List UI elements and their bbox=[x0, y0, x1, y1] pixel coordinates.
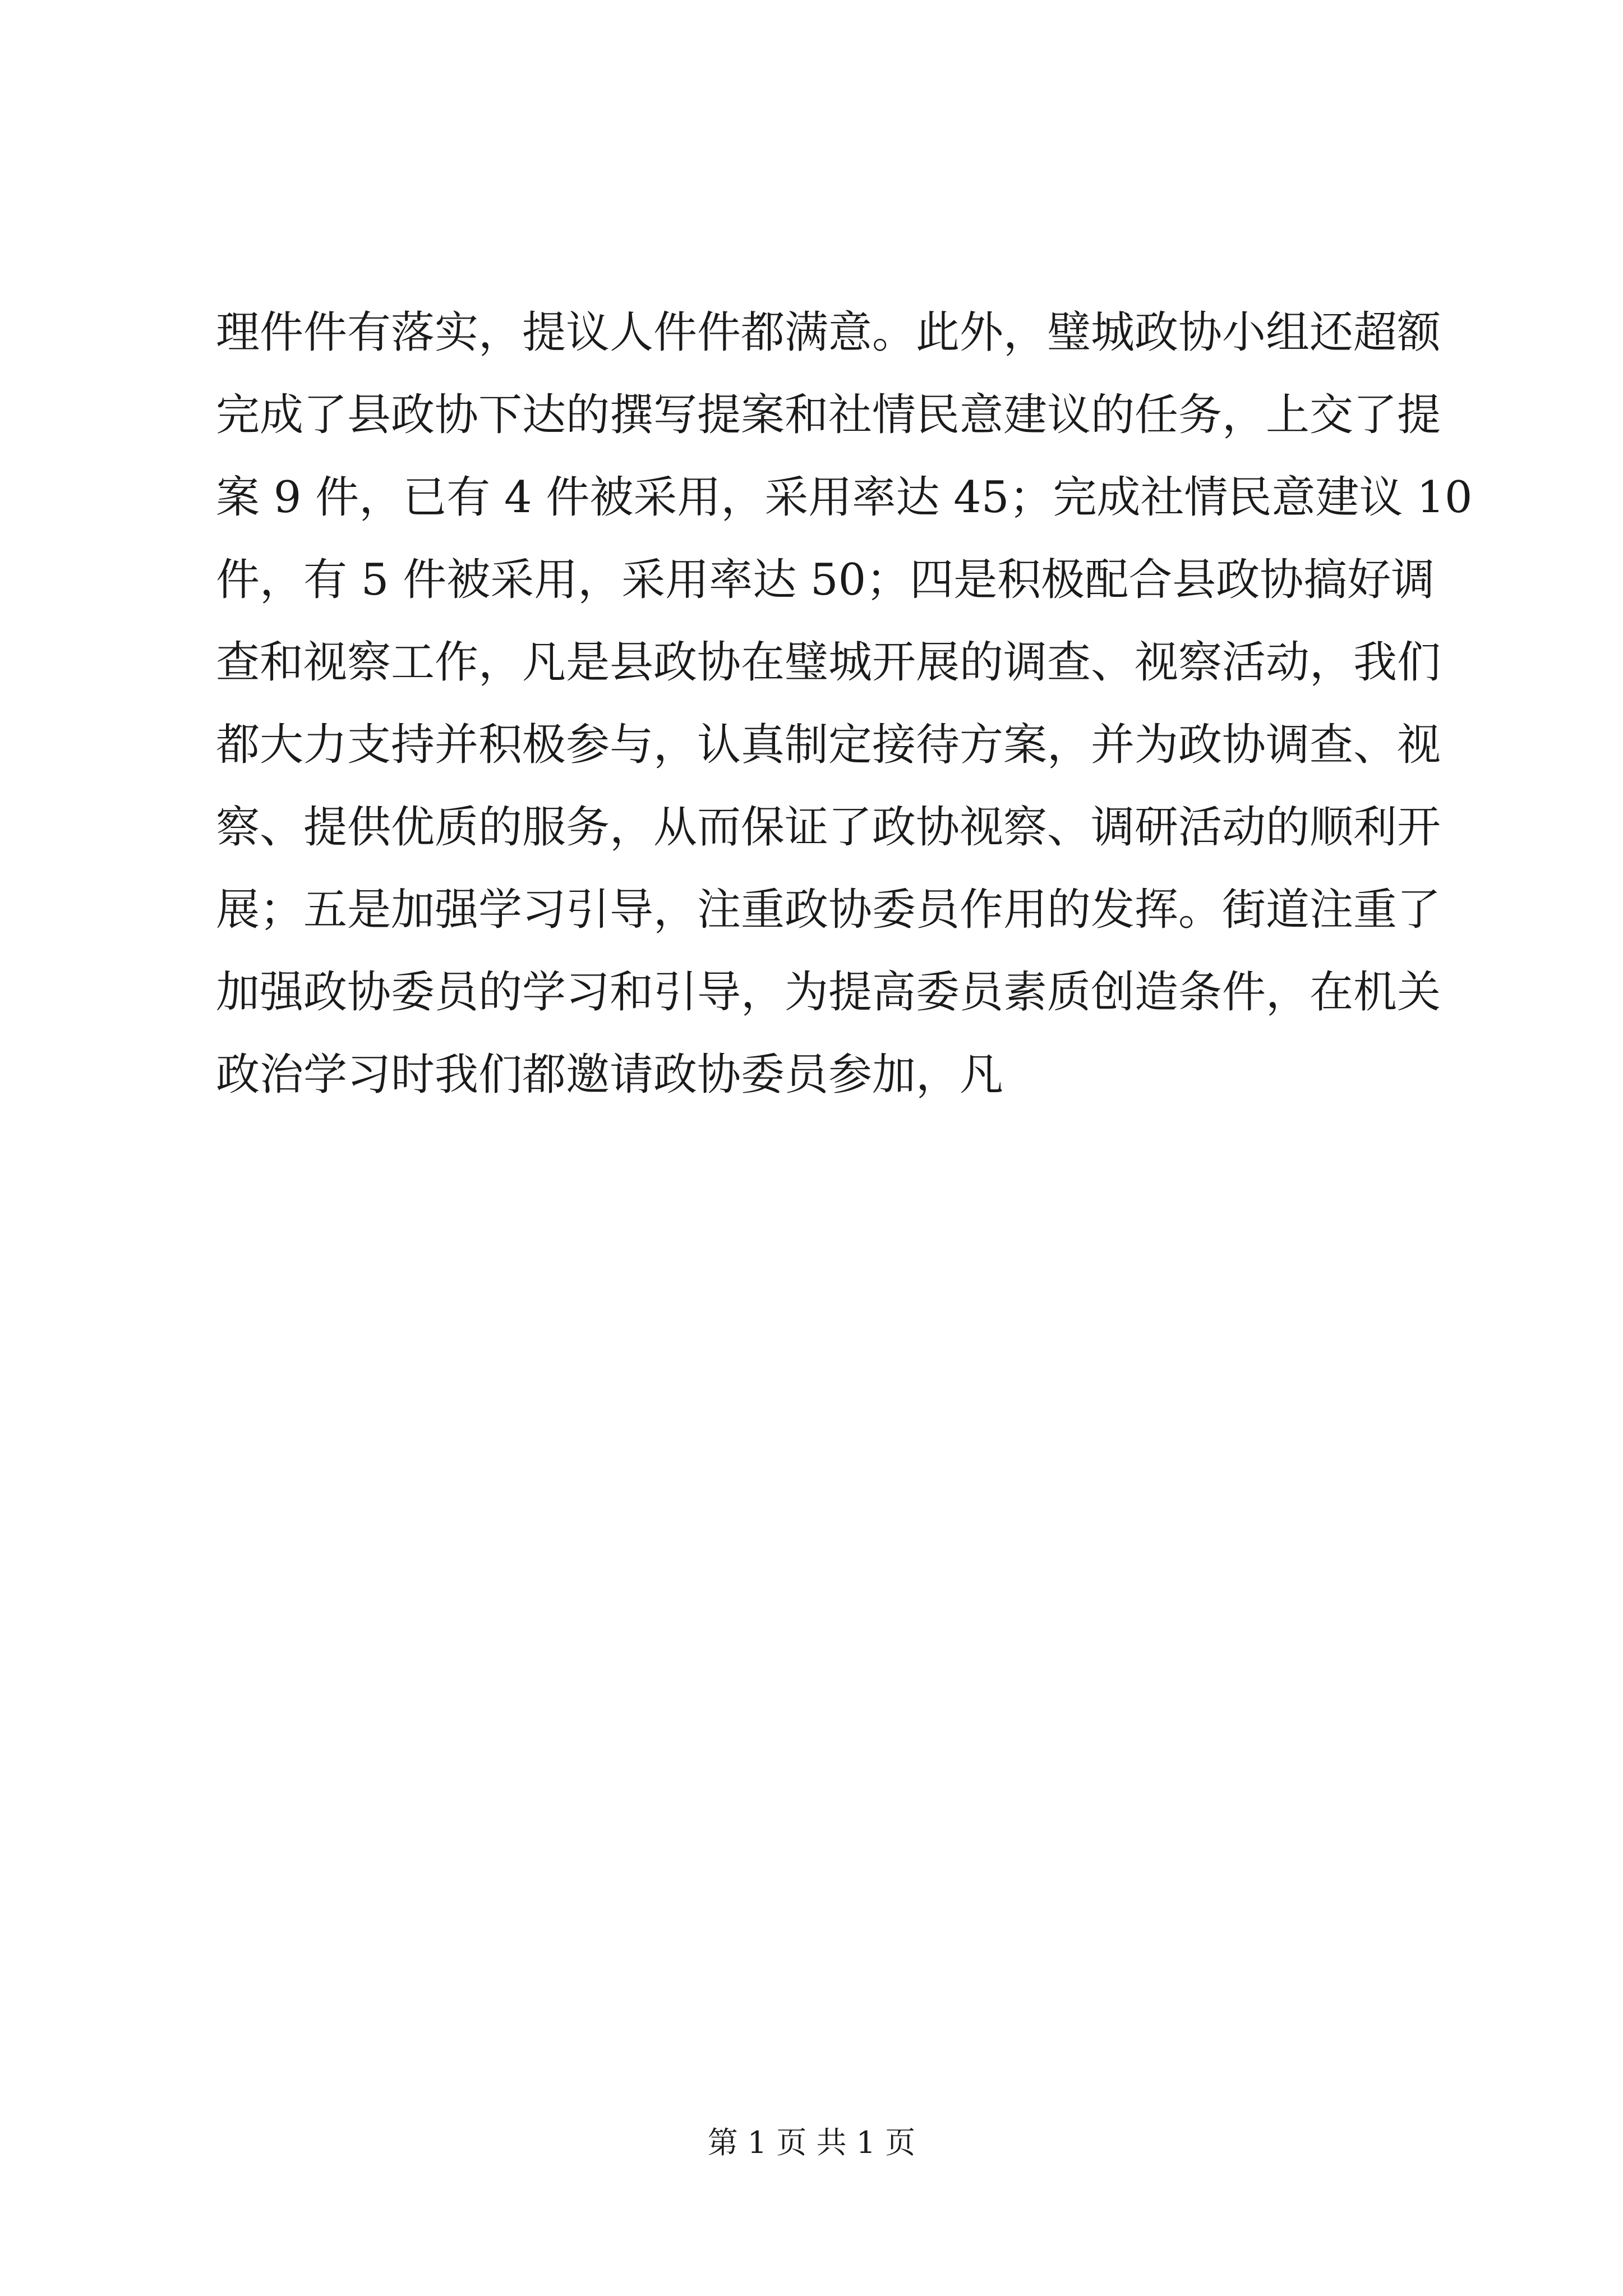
paragraph-line: 件，有 5 件被采用，采用率达 50；四是积极配合县政协搞好调 bbox=[216, 555, 1435, 605]
paragraph-line: 都大力支持并积极参与，认真制定接待方案，并为政协调查、视 bbox=[216, 720, 1441, 770]
paragraph-line: 理件件有落实，提议人件件都满意。此外，璧城政协小组还超额 bbox=[216, 307, 1441, 358]
paragraph-line: 展；五是加强学习引导，注重政协委员作用的发挥。街道注重了 bbox=[216, 885, 1441, 935]
paragraph-line: 案 9 件，已有 4 件被采用，采用率达 45；完成社情民意建议 10 bbox=[216, 472, 1473, 523]
page-number-footer: 第 1 页 共 1 页 bbox=[707, 2125, 916, 2160]
paragraph-line: 政治学习时我们都邀请政协委员参加，凡 bbox=[216, 1050, 1004, 1100]
paragraph-line: 察、提供优质的服务，从而保证了政协视察、调研活动的顺利开 bbox=[216, 802, 1441, 853]
body-paragraph bbox=[216, 292, 1473, 1116]
paragraph-line: 加强政协委员的学习和引导，为提高委员素质创造条件，在机关 bbox=[216, 967, 1441, 1018]
paragraph-line: 完成了县政协下达的撰写提案和社情民意建议的任务，上交了提 bbox=[216, 390, 1441, 440]
paragraph-line: 查和视察工作，凡是县政协在璧城开展的调查、视察活动，我们 bbox=[216, 637, 1441, 688]
